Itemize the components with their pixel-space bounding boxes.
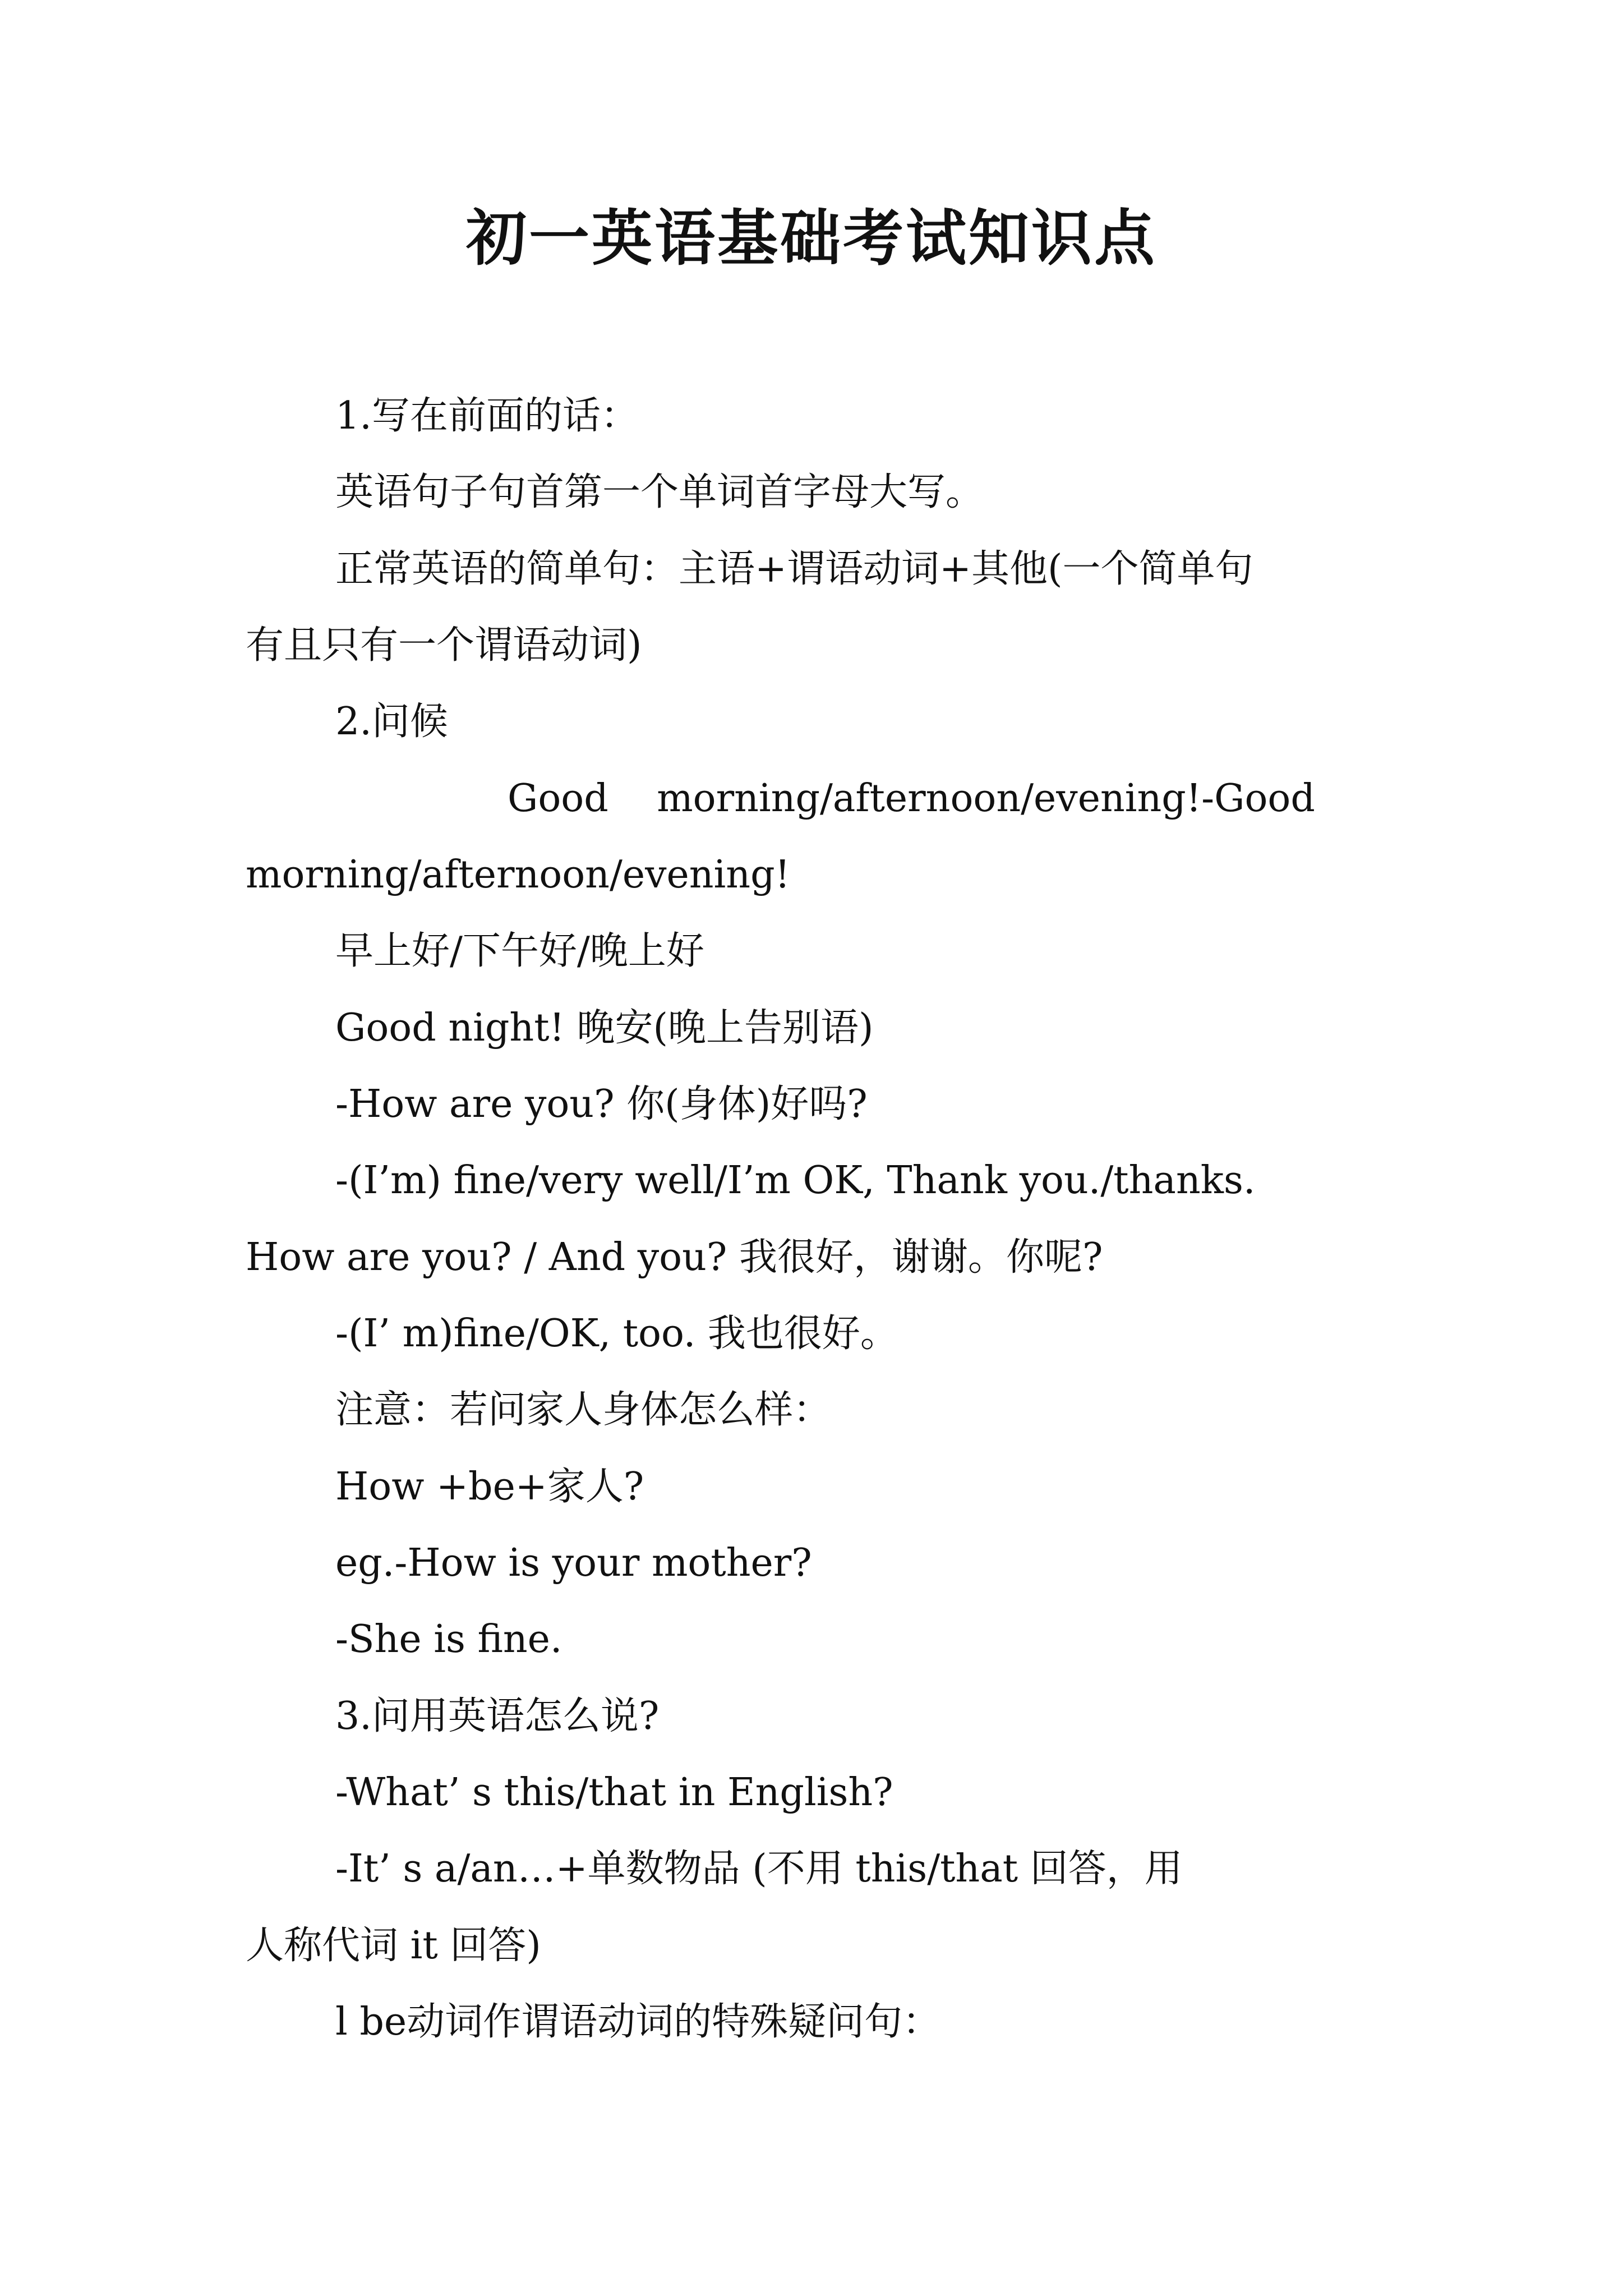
paragraph-line: Good night! 晚安(晚上告别语) bbox=[335, 1006, 874, 1050]
paragraph-line: l be动词作谓语动词的特殊疑问句： bbox=[335, 2000, 941, 2044]
paragraph-line: 早上好/下午好/晚上好 bbox=[335, 929, 704, 973]
paragraph-line: 人称代词 it 回答) bbox=[246, 1924, 541, 1968]
paragraph-line: -It’ s a/an…+单数物品 (不用 this/that 回答，用 bbox=[335, 1847, 1183, 1891]
paragraph-line: How are you? / And you? 我很好，谢谢。你呢? bbox=[246, 1235, 1103, 1280]
paragraph-line: -She is fine. bbox=[335, 1617, 562, 1662]
paragraph-line: 英语句子句首第一个单词首字母大写。 bbox=[335, 470, 984, 514]
paragraph-line: 正常英语的简单句：主语+谓语动词+其他(一个简单句 bbox=[335, 547, 1253, 591]
paragraph-line: 注意：若问家人身体怎么样： bbox=[335, 1388, 832, 1432]
paragraph-line: 3.问用英语怎么说? bbox=[335, 1694, 660, 1738]
paragraph-line: -How are you? 你(身体)好吗? bbox=[335, 1082, 868, 1126]
paragraph-line: 有且只有一个谓语动词) bbox=[246, 623, 642, 668]
paragraph-line: morning/afternoon/evening! bbox=[246, 853, 790, 897]
paragraph-line: 2.问候 bbox=[335, 700, 448, 744]
paragraph-line: 1.写在前面的话： bbox=[335, 394, 639, 438]
paragraph-line: -(I’ m)fine/OK, too. 我也很好。 bbox=[335, 1312, 898, 1356]
paragraph-line: eg.-How is your mother? bbox=[335, 1541, 812, 1585]
paragraph-line: How +be+家人? bbox=[335, 1465, 644, 1509]
paragraph-line: -What’ s this/that in English? bbox=[335, 1770, 893, 1815]
document-title: 初一英语基础考试知识点 bbox=[465, 203, 1157, 274]
paragraph-line: Good morning/afternoon/evening!-Good bbox=[508, 776, 1315, 821]
paragraph-line: -(I’m) fine/very well/I’m OK, Thank you./thanks. bbox=[335, 1158, 1256, 1203]
